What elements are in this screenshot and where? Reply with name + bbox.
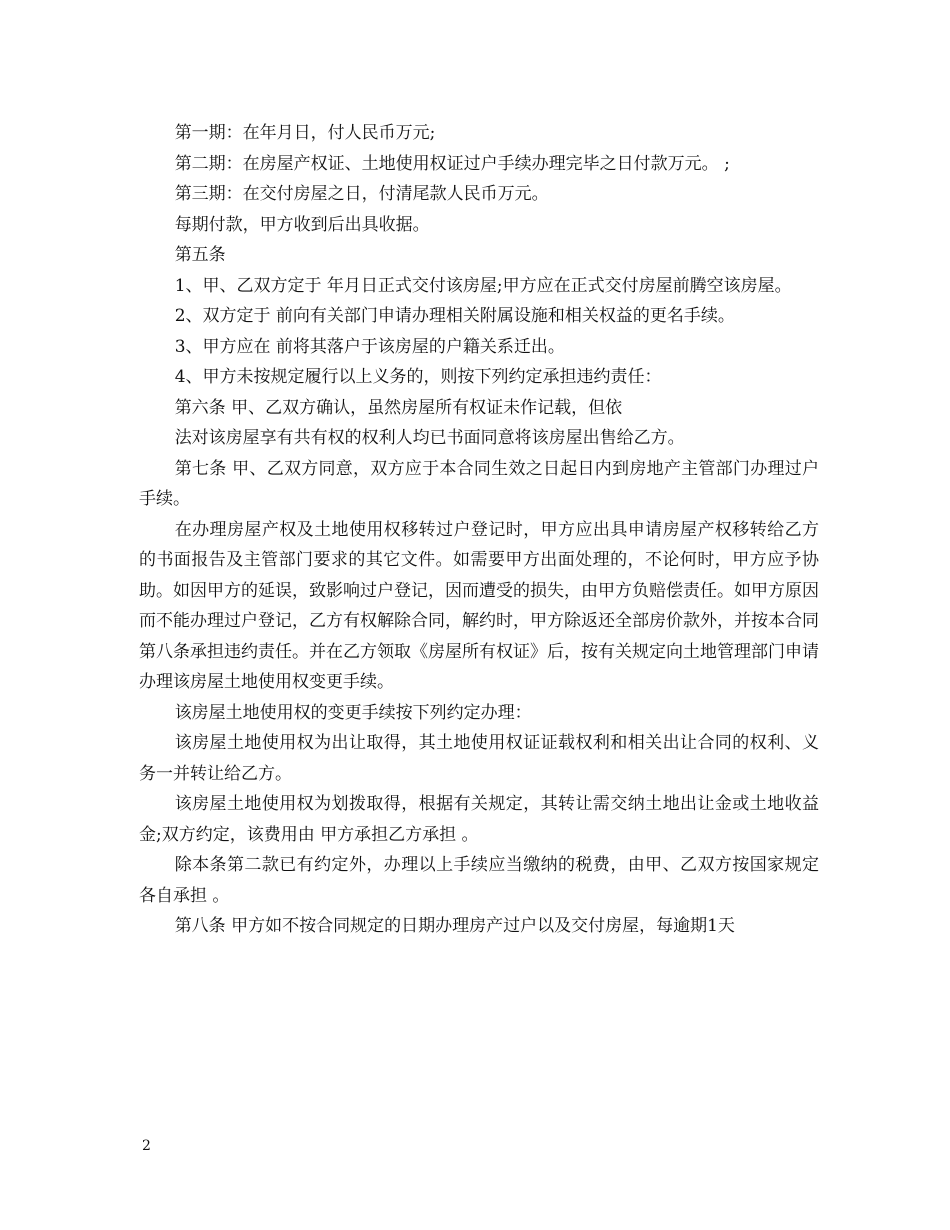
paragraph: 该房屋土地使用权为划拨取得，根据有关规定，其转让需交纳土地出让金或土地收益金;双方约定，该费用由 甲方承担乙方承担 。 — [139, 794, 819, 845]
paragraph: 1、甲、乙双方定于 年月日正式交付该房屋;甲方应在正式交付房屋前腾空该房屋。 — [174, 275, 792, 296]
paragraph: 第二期：在房屋产权证、土地使用权证过户手续办理完毕之日付款万元。 ; — [174, 153, 730, 174]
paragraph: 该房屋土地使用权的变更手续按下列约定办理： — [174, 702, 532, 723]
paragraph: 第八条 甲方如不按合同规定的日期办理房产过户以及交付房屋，每逾期1天 — [174, 916, 735, 936]
paragraph: 第三期：在交付房屋之日，付清尾款人民币万元。 — [174, 184, 549, 204]
paragraph: 第一期：在年月日，付人民币万元; — [174, 123, 436, 143]
paragraph: 2、双方定于 前向有关部门申请办理相关附属设施和相关权益的更名手续。 — [174, 306, 735, 326]
paragraph: 第七条 甲、乙双方同意，双方应于本合同生效之日起日内到房地产主管部门办理过户手续。 — [139, 458, 819, 509]
paragraph: 4、甲方未按规定履行以上义务的，则按下列约定承担违约责任： — [174, 367, 662, 387]
paragraph: 除本条第二款已有约定外，办理以上手续应当缴纳的税费，由甲、乙双方按国家规定各自承担 。 — [139, 855, 819, 906]
paragraph: 该房屋土地使用权为出让取得，其土地使用权证证载权利和相关出让合同的权利、义务一并转让给乙方。 — [139, 733, 819, 784]
paragraph: 每期付款，甲方收到后出具收据。 — [174, 214, 430, 235]
section-heading: 第五条 — [174, 245, 226, 265]
paragraph: 法对该房屋享有共有权的权利人均已书面同意将该房屋出售给乙方。 — [174, 428, 685, 448]
paragraph: 第六条 甲、乙双方确认，虽然房屋所有权证未作记载，但依 — [174, 397, 623, 418]
paragraph: 3、甲方应在 前将其落户于该房屋的户籍关系迁出。 — [174, 336, 565, 357]
document-body — [139, 118, 819, 942]
paragraph: 在办理房屋产权及土地使用权移转过户登记时，甲方应出具申请房屋产权移转给乙方的书面报告及主管部门要求的其它文件。如需要甲方出面处理的，不论何时，甲方应予协助。如因甲方的延误，致影响过户登记，因而遭受的损失，由甲方负赔偿责任。如甲方原因而不能办理过户登记，乙方有权解除合同，解约时，甲方除返还全部房价款外，并按本合同第八条承担违约责任。并在乙方领取《房屋所有权证》后，按有关规定向土地管理部门申请办理该房屋土地使用权变更手续。 — [139, 519, 819, 692]
page-number: 2 — [142, 1138, 151, 1154]
